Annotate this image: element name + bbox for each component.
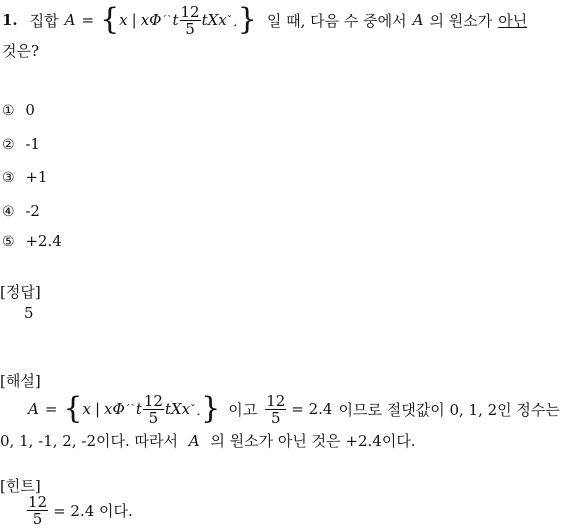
set-bar: | [94,400,101,418]
right-brace: } [201,391,221,426]
stem-line2: 것은? [2,42,40,60]
option-marker: ② [2,137,15,153]
explanation-line2-post: 의 원소가 아닌 것은 +2.4이다. [210,432,416,450]
option-marker: ④ [2,204,15,220]
option-5 [2,232,62,250]
explanation-fraction [265,393,286,426]
set-variable: A [64,11,76,29]
explanation-line2-pre: 0, 1, -1, 2, -2이다. 따라서 [0,432,178,450]
set-caron: ˇ [226,13,233,27]
option-value: -2 [25,202,40,220]
set-caron: ˇ [190,402,196,416]
set-x-phi: xΦ [104,400,125,418]
set-bar: | [131,11,137,29]
option-3 [2,168,47,186]
explanation-line2 [0,430,416,451]
explanation-eq2: = 2.4 [291,400,333,418]
hint-line [26,490,133,530]
explanation-line2-variable: A [188,432,200,450]
set-fraction-numerator: 12 [180,2,200,21]
explanation-post: 이므로 절댓값이 0, 1, 2인 정수는 [338,400,560,419]
option-4 [2,202,40,220]
set-fraction-denominator: 5 [185,19,195,38]
fraction-denominator: 5 [270,408,281,427]
set-tick: ´` [161,13,173,27]
question-stem [2,2,527,38]
option-marker: ① [2,103,15,119]
explanation-variable: A [28,400,39,418]
option-marker: ③ [2,170,15,186]
option-1 [2,101,35,119]
set-cedilla: ¸ [195,402,202,416]
stem-variable: A [412,11,424,29]
option-value: -1 [25,135,40,153]
hint-label: [힌트] [0,477,41,495]
set-x: x [119,11,128,29]
equals-sign: = [44,400,58,418]
left-brace: { [100,2,120,37]
explanation-line1 [28,388,560,430]
stem-underlined: 아닌 [498,11,528,30]
set-x: x [82,400,91,418]
answer-label: [정답] [0,283,41,301]
answer-value: 5 [24,304,34,322]
fraction-denominator: 5 [32,509,43,528]
explanation-mid: 이고 [228,400,258,419]
hint-fraction [27,494,48,527]
stem-post: 일 때, 다음 수 중에서 [266,11,407,30]
set-fraction [143,393,164,426]
equals-sign: = [81,11,95,29]
explanation-label: [해설] [0,372,41,390]
option-value: +1 [25,168,48,186]
fraction-numerator: 12 [28,492,48,511]
set-tail: tXx [164,400,191,418]
set-x-phi: xΦ [140,11,162,29]
set-t: t [172,11,179,29]
set-fraction-numerator: 12 [143,391,163,410]
right-brace: } [237,2,257,37]
set-t: t [135,400,142,418]
hint-post: = 2.4 이다. [53,501,133,520]
option-value: +2.4 [25,232,62,250]
question-number: 1. [2,11,18,29]
option-value: 0 [25,101,35,119]
set-tick: ´` [124,402,136,416]
set-cedilla: ¸ [232,13,238,27]
fraction-numerator: 12 [266,391,286,410]
left-brace: { [63,391,83,426]
option-marker: ⑤ [2,234,15,250]
stem-prefix: 집합 [29,11,59,30]
option-2 [2,135,40,153]
set-fraction-denominator: 5 [148,408,159,427]
set-tail: tXx [201,11,227,29]
set-fraction [180,4,201,37]
stem-post2: 의 원소가 [429,11,493,30]
